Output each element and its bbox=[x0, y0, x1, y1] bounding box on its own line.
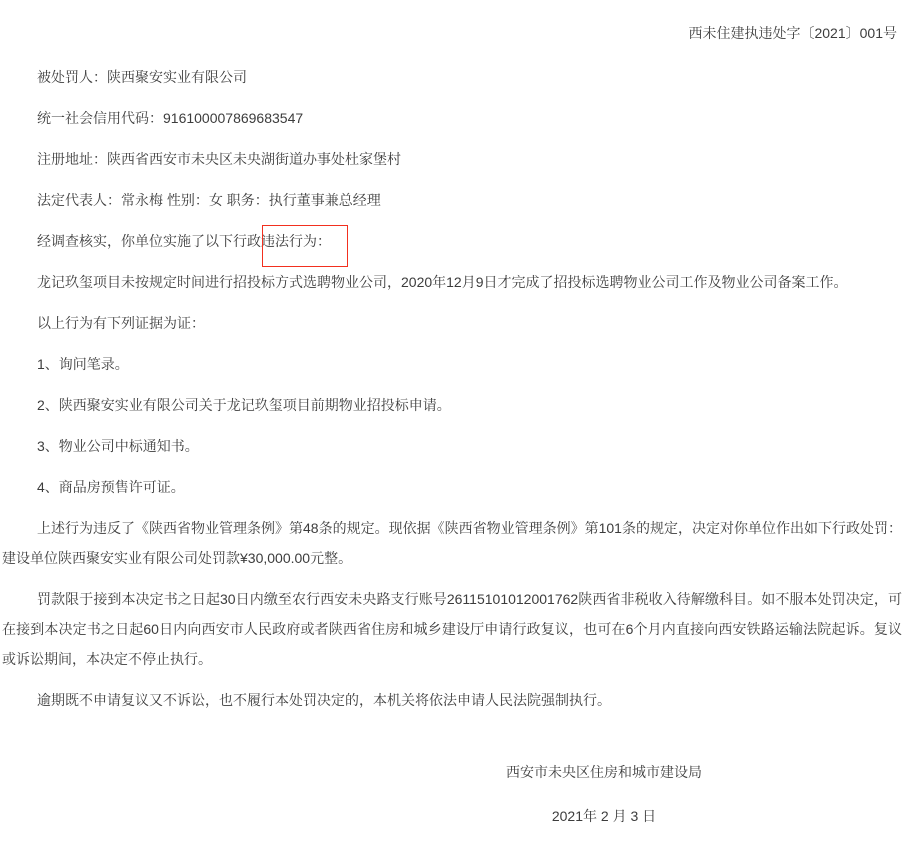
evidence-item: 1、询问笔录。 bbox=[37, 356, 129, 372]
issuer-name: 西安市未央区住房和城市建设局 bbox=[506, 764, 702, 780]
evidence-item: 3、物业公司中标通知书。 bbox=[37, 438, 199, 454]
evidence-item: 4、商品房预售许可证。 bbox=[37, 479, 185, 495]
violation-description: 龙记玖玺项目未按规定时间进行招投标方式选聘物业公司，2020年12月9日才完成了招投标选聘物业公司工作及物业公司备案工作。 bbox=[37, 274, 848, 290]
payment-and-appeal-info: 罚款限于接到本决定书之日起30日内缴至农行西安未央路支行账号26115101012001762陕西省非税收入待解缴科目。如不服本处罚决定，可在接到本决定书之日起60日内向西安市人民政府或者陕西省住房和城乡建设厅申请行政复议，也可在6个月内直接向西安铁路运输法院起诉。复议或诉讼期间，本决定不停止执行。 bbox=[2, 591, 902, 667]
investigation-intro: 经调查核实，你单位实施了以下行政违法行为： bbox=[37, 233, 331, 249]
evidence-intro: 以上行为有下列证据为证： bbox=[37, 315, 205, 331]
doc-number: 西未住建执违处字〔2021〕001号 bbox=[688, 25, 897, 41]
signature-block bbox=[2, 757, 902, 831]
enforcement-notice: 逾期既不申请复议又不诉讼，也不履行本处罚决定的，本机关将依法申请人民法院强制执行。 bbox=[37, 692, 611, 708]
field-registered-address: 注册地址：陕西省西安市未央区未央湖街道办事处杜家堡村 bbox=[37, 151, 401, 167]
field-credit-code: 统一社会信用代码：916100007869683547 bbox=[37, 110, 304, 126]
penalty-decision: 上述行为违反了《陕西省物业管理条例》第48条的规定。现依据《陕西省物业管理条例》第101条的规定，决定对你单位作出如下行政处罚：建设单位陕西聚安实业有限公司处罚款¥30,000.00元整。 bbox=[2, 520, 902, 566]
field-legal-representative: 法定代表人：常永梅 性别：女 职务：执行董事兼总经理 bbox=[37, 192, 381, 208]
evidence-item: 2、陕西聚安实业有限公司关于龙记玖玺项目前期物业招投标申请。 bbox=[37, 397, 451, 413]
field-recipient: 被处罚人：陕西聚安实业有限公司 bbox=[37, 69, 247, 85]
issue-date: 2021年 2 月 3 日 bbox=[551, 808, 657, 824]
